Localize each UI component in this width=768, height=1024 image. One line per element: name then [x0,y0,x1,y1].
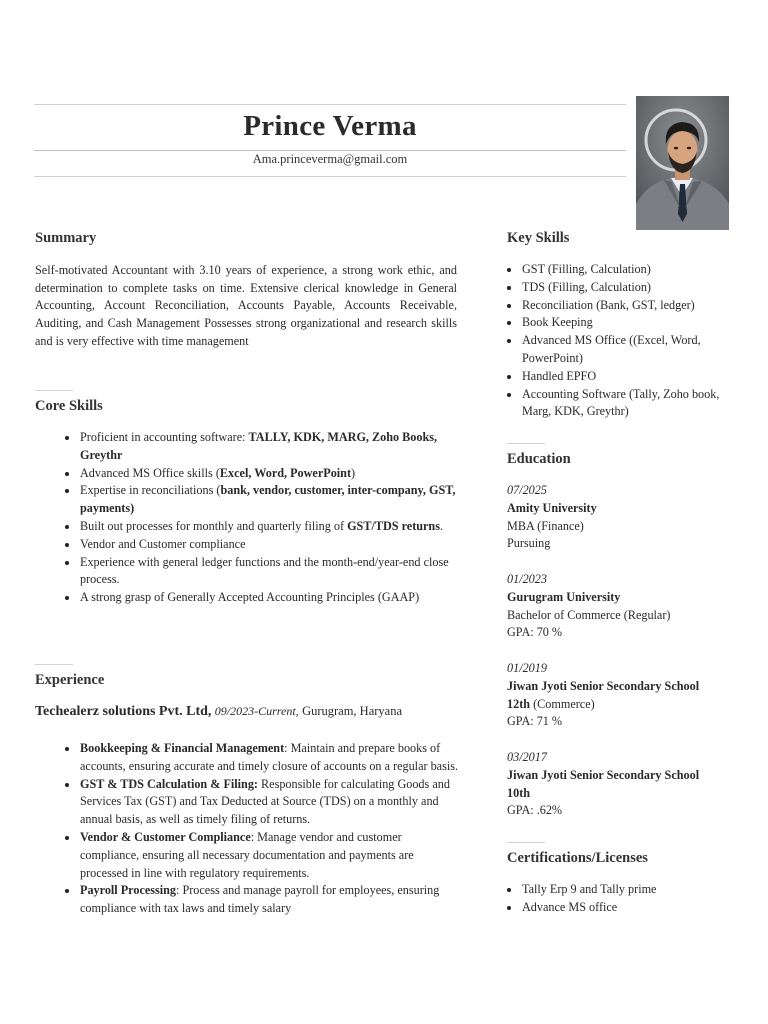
list-item: GST & TDS Calculation & Filing: Responsible for calculating Goods and Services Tax (GST) and Tax Deducted at Source (TDS) on a monthly and annual basis, as well as timely filing of returns. [80,776,460,829]
section-divider [507,842,545,843]
list-item: A strong grasp of Generally Accepted Accounting Principles (GAAP) [80,589,458,607]
list-item: Experience with general ledger functions and the month-end/year-end close process. [80,554,458,590]
education-school: Gurugram University [507,589,621,604]
education-school: Jiwan Jyoti Senior Secondary School [507,678,700,693]
list-item: Advance MS office [522,899,727,917]
list-item: GST (Filling, Calculation) [522,261,727,279]
company-name: Techealerz solutions Pvt. Ltd, [35,704,212,719]
education-entry [507,749,732,820]
education-entry [507,660,732,731]
list-item: Tally Erp 9 and Tally prime [522,881,727,899]
experience-list [80,740,460,918]
key-skills-list [522,261,727,421]
profile-photo [636,96,729,230]
list-item: Vendor and Customer compliance [80,536,458,554]
list-item: TDS (Filling, Calculation) [522,279,727,297]
header-rule-top [34,104,626,105]
company-line [35,703,402,720]
employment-dates: 09/2023-Current, [214,704,299,718]
list-item: Handled EPFO [522,368,727,386]
education-gpa: GPA: .62% [507,803,563,818]
certifications-list [522,881,727,917]
list-item: Book Keeping [522,314,727,332]
core-skills-heading: Core Skills [35,398,103,414]
key-skills-heading: Key Skills [507,230,570,246]
certifications-heading: Certifications/Licenses [507,850,648,866]
education-school: Jiwan Jyoti Senior Secondary School [507,767,700,782]
candidate-name: Prince Verma [243,110,417,142]
section-divider [35,390,73,391]
education-date: 01/2019 [507,661,547,675]
education-entry [507,571,732,642]
education-date: 03/2017 [507,750,547,764]
candidate-email[interactable]: Ama.princeverma@gmail.com [252,152,408,166]
education-degree: 12th (Commerce) [507,696,595,711]
education-date: 01/2023 [507,572,547,586]
summary-text: Self-motivated Accountant with 3.10 years of experience, a strong work ethic, and determination to complete tasks on time. Extensive clerical knowledge in General Accounting, Account Reconciliation, Accounts Payable, Accounts Receivable, Auditing, and Cash Management Possesses strong organizational and research skills and is very effective with time management [35,263,457,348]
list-item: Accounting Software (Tally, Zoho book, Marg, KDK, Greythr) [522,386,727,422]
list-item: Expertise in reconciliations (bank, vendor, customer, inter-company, GST, payments) [80,482,458,518]
summary-heading: Summary [35,230,97,246]
list-item: Advanced MS Office skills (Excel, Word, PowerPoint) [80,465,458,483]
education-degree: MBA (Finance) [507,518,584,533]
experience-heading: Experience [35,672,105,688]
list-item: Advanced MS Office ((Excel, Word, PowerPoint) [522,332,727,368]
employment-location: Gurugram, Haryana [302,704,403,718]
list-item: Proficient in accounting software: TALLY, KDK, MARG, Zoho Books, Greythr [80,429,458,465]
list-item: Payroll Processing: Process and manage payroll for employees, ensuring compliance with tax laws and timely salary [80,882,460,918]
header-rule-bottom [34,176,626,177]
list-item: Bookkeeping & Financial Management: Maintain and prepare books of accounts, ensuring accurate and timely closure of accounts on a regular basis. [80,740,460,776]
section-divider [35,664,73,665]
core-skills-list [80,429,458,607]
education-status: Pursuing [507,536,551,551]
section-divider [507,443,545,444]
list-item: Vendor & Customer Compliance: Manage vendor and customer compliance, ensuring all necessary documentation and payments are processed in line with regulatory requirements. [80,829,460,882]
list-item: Reconciliation (Bank, GST, ledger) [522,297,727,315]
education-gpa: GPA: 70 % [507,625,563,640]
list-item: Built out processes for monthly and quarterly filing of GST/TDS returns. [80,518,458,536]
education-degree: 10th [507,785,531,800]
education-degree: Bachelor of Commerce (Regular) [507,607,671,622]
education-gpa: GPA: 71 % [507,714,563,729]
education-entry [507,482,732,553]
education-heading: Education [507,451,571,467]
education-date: 07/2025 [507,483,547,497]
education-school: Amity University [507,500,597,515]
